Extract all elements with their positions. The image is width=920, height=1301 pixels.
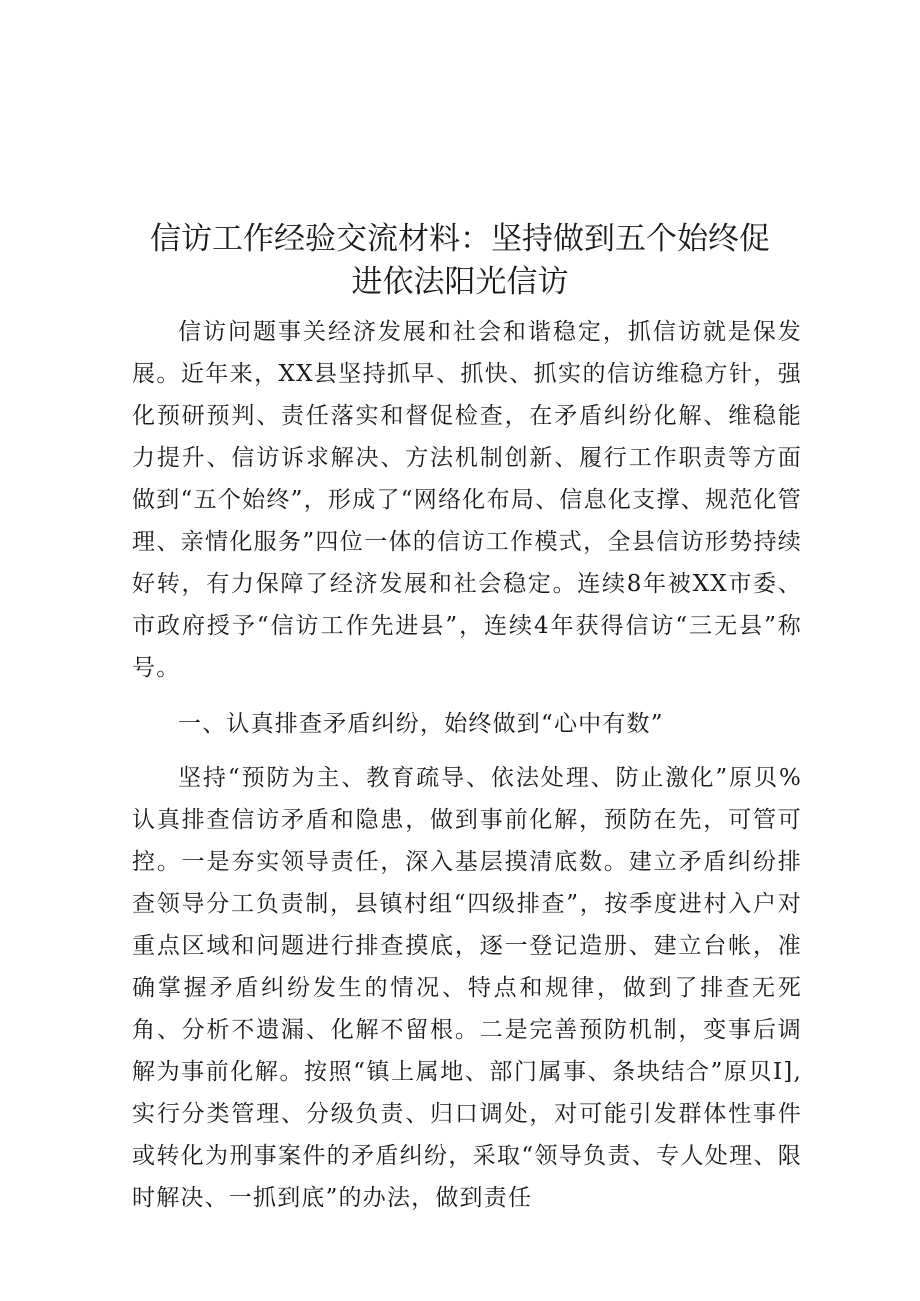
intro-paragraph: 信访问题事关经济发展和社会和谐稳定，抓信访就是保发展。近年来，XX县坚持抓早、抓快、抓实的信访维稳方针，强化预研预判、责任落实和督促检查，在矛盾纠纷化解、维稳能力提升、信访诉求解决、方法机制创新、履行工作职责等方面做到“五个始终”，形成了“网络化布局、信息化支撑、规范化管理、亲情化服务”四位一体的信访工作模式，全县信访形势持续好转，有力保障了经济发展和社会稳定。连续8年被XX市委、市政府授予“信访工作先进县”，连续4年获得信访“三无县”称号。 bbox=[132, 319, 802, 681]
document-title bbox=[120, 218, 800, 304]
title-line-1: 信访工作经验交流材料：坚持做到五个始终促 bbox=[150, 221, 770, 257]
title-line-2: 进依法阳光信访 bbox=[351, 264, 569, 300]
section-1-heading: 一、认真排查矛盾纠纷，始终做到“心中有数” bbox=[178, 711, 664, 737]
document-body bbox=[132, 311, 802, 1219]
section-1-paragraph: 坚持“预防为主、教育疏导、依法处理、防止激化”原贝%认真排查信访矛盾和隐患，做到事前化解，预防在先，可管可控。一是夯实领导责任，深入基层摸清底数。建立矛盾纠纷排查领导分工负责制，县镇村组“四级排查”，按季度进村入户对重点区域和问题进行排查摸底，逐一登记造册、建立台帐，准确掌握矛盾纠纷发生的情况、特点和规律，做到了排查无死角、分析不遗漏、化解不留根。二是完善预防机制，变事后调解为事前化解。按照“镇上属地、部门属事、条块结合”原贝I],实行分类管理、分级负责、归口调处，对可能引发群体性事件或转化为刑事案件的矛盾纠纷，采取“领导负责、专人处理、限时解决、一抓到底”的办法，做到责任 bbox=[132, 765, 802, 1211]
